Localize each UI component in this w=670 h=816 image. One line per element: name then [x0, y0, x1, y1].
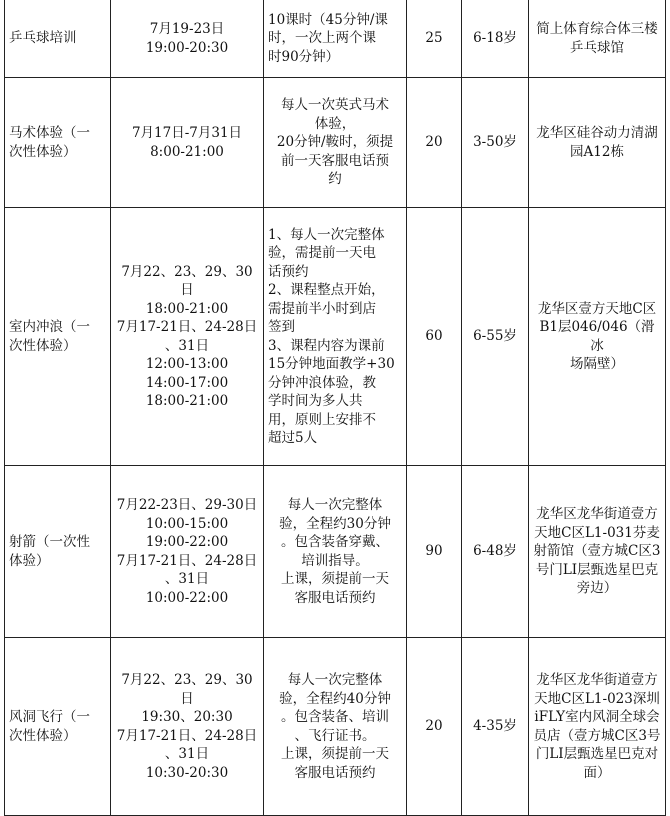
time-line: 、31日 — [164, 746, 210, 762]
time-line: 、31日 — [164, 337, 210, 354]
desc-line: 验，全程约30分钟 — [279, 515, 391, 532]
activity-table — [4, 0, 666, 816]
time-line: 7月22、23、29、30日 — [121, 672, 253, 707]
desc-line: 2、课程整点开始， — [268, 282, 385, 298]
time-line: 7月17日-7月31日 — [131, 125, 243, 141]
time-line: 7月17-21日、24-28日 — [116, 552, 258, 569]
desc-line: 时，一次上两个课 — [268, 30, 376, 47]
desc-line: 、飞行证书。 — [294, 727, 376, 744]
name-line: 射箭（一次性 — [9, 534, 90, 550]
desc-line: 客服电话预约 — [294, 589, 376, 606]
time-line: 7月19-23日 — [149, 21, 225, 37]
desc-line: 。包含装备、培训 — [281, 709, 389, 725]
time-line: 19:30、20:30 — [141, 709, 233, 725]
num-value: 25 — [425, 30, 443, 47]
table-row — [5, 638, 666, 816]
time-line: 8:00-21:00 — [150, 143, 224, 160]
cell-age — [462, 466, 529, 638]
time-line: 7月22-23日、29-30日 — [116, 497, 258, 513]
desc-line: 培训指导。 — [301, 552, 369, 569]
loc-line: iFLY室内风洞全球会 — [534, 709, 660, 725]
cell-loc — [529, 78, 666, 208]
desc-line: 验，需提前一天电 — [268, 245, 376, 261]
desc-line: 1、每人一次完整体 — [268, 226, 385, 243]
age-value: 4-35岁 — [473, 718, 517, 735]
loc-line: 龙华区硅谷动力清湖 — [536, 125, 658, 141]
loc-line: 员店（壹方城C区3号 — [533, 727, 661, 744]
desc-line: 上课，须提前一天 — [281, 571, 389, 587]
loc-line: 龙华区龙华街道壹方 — [536, 506, 658, 523]
name-line: 室内冲浪（一 — [9, 319, 90, 335]
loc-line: B1层046/046（滑冰 — [539, 319, 655, 354]
table-row — [5, 208, 666, 466]
num-value: 20 — [425, 134, 443, 151]
time-line: 10:30-20:30 — [145, 764, 229, 781]
time-line: 12:00-13:00 — [145, 356, 229, 372]
time-line: 19:00-22:00 — [145, 534, 229, 550]
cell-desc — [264, 466, 407, 638]
num-value: 90 — [425, 543, 443, 560]
cell-name — [5, 638, 111, 816]
loc-line: 旁边） — [576, 580, 618, 597]
cell-num — [407, 638, 462, 816]
desc-line: 学时间为多人共 — [268, 393, 363, 409]
desc-line: 超过5人 — [268, 430, 318, 446]
table-body — [5, 0, 666, 816]
name-line: 马术体验（一 — [9, 125, 90, 141]
age-value: 6-55岁 — [473, 328, 517, 345]
desc-line: 上课，须提前一天 — [281, 746, 389, 762]
desc-line: 每人一次完整体 — [287, 497, 383, 513]
cell-name — [5, 208, 111, 466]
loc-line: 射箭馆（壹方城C区3 — [533, 543, 661, 560]
time-line: 7月17-21日、24-28日 — [116, 319, 258, 335]
desc-line: 约 — [328, 171, 342, 188]
time-line: 19:00-20:30 — [145, 39, 229, 56]
cell-num — [407, 466, 462, 638]
loc-line: 园A12栋 — [570, 143, 624, 160]
cell-loc — [529, 208, 666, 466]
time-line: 、31日 — [164, 571, 210, 587]
cell-time — [111, 638, 264, 816]
cell-loc — [529, 466, 666, 638]
time-line: 10:00-22:00 — [145, 589, 229, 606]
time-line: 7月17-21日、24-28日 — [116, 727, 258, 744]
name-line: 体验） — [9, 552, 50, 569]
desc-line: 需提前半小时到店 — [268, 300, 376, 317]
desc-line: 分钟冲浪体验，教 — [268, 374, 376, 391]
cell-age — [462, 0, 529, 78]
cell-age — [462, 208, 529, 466]
time-line: 18:00-21:00 — [145, 300, 229, 317]
loc-line: 门LI层甄选星巴克对 — [535, 746, 659, 762]
desc-line: 话预约 — [268, 263, 309, 280]
cell-name — [5, 466, 111, 638]
name-line: 风洞飞行（一 — [9, 709, 90, 725]
cell-desc — [264, 0, 407, 78]
age-value: 3-50岁 — [473, 134, 517, 151]
cell-desc — [264, 78, 407, 208]
desc-line: 前一天客服电话预 — [281, 152, 389, 169]
loc-line: 乒乓球馆 — [570, 39, 624, 56]
desc-line: 10课时（45分钟/课 — [268, 11, 388, 28]
loc-line: 号门LI层甄选星巴克 — [535, 561, 659, 578]
loc-line: 简上体育综合体三楼 — [536, 21, 658, 37]
desc-line: 时90分钟） — [268, 48, 340, 65]
cell-num — [407, 208, 462, 466]
name-line: 次性体验） — [9, 727, 77, 744]
loc-line: 天地C区L1-023深圳 — [534, 690, 660, 707]
desc-line: 用，原则上安排不 — [268, 411, 376, 428]
cell-time — [111, 466, 264, 638]
loc-line: 龙华区壹方天地C区 — [537, 300, 657, 317]
cell-age — [462, 78, 529, 208]
loc-line: 天地C区L1-031芬麦 — [534, 524, 660, 541]
loc-line: 龙华区龙华街道壹方 — [536, 672, 658, 688]
cell-loc — [529, 638, 666, 816]
cell-time — [111, 0, 264, 78]
cell-name — [5, 0, 111, 78]
desc-line: 20分钟/鞍时，须提 — [276, 134, 394, 151]
cell-time — [111, 208, 264, 466]
num-value: 60 — [425, 328, 443, 345]
time-line: 7月22、23、29、30日 — [121, 263, 253, 298]
cell-desc — [264, 208, 407, 466]
cell-name — [5, 78, 111, 208]
desc-line: 15分钟地面教学+30 — [268, 356, 395, 372]
num-value: 20 — [425, 718, 443, 735]
cell-num — [407, 78, 462, 208]
cell-time — [111, 78, 264, 208]
cell-age — [462, 638, 529, 816]
age-value: 6-48岁 — [473, 543, 517, 560]
desc-line: 签到 — [268, 319, 295, 335]
cell-loc — [529, 0, 666, 78]
time-line: 18:00-21:00 — [145, 393, 229, 409]
age-value: 6-18岁 — [473, 30, 517, 47]
time-line: 10:00-15:00 — [145, 515, 229, 532]
table-row — [5, 78, 666, 208]
desc-line: 客服电话预约 — [294, 764, 376, 781]
table-row — [5, 0, 666, 78]
loc-line: 面） — [583, 764, 611, 781]
desc-line: 3、课程内容为课前 — [268, 337, 385, 354]
name-line: 乒乓球培训 — [9, 30, 77, 47]
loc-line: 场隔壁） — [570, 356, 624, 372]
name-line: 次性体验） — [9, 337, 77, 354]
desc-line: 每人一次英式马术 — [281, 97, 389, 114]
desc-line: 验，全程约40分钟 — [279, 690, 391, 707]
time-line: 14:00-17:00 — [145, 374, 229, 391]
cell-num — [407, 0, 462, 78]
table-row — [5, 466, 666, 638]
desc-line: 体验， — [314, 115, 356, 132]
desc-line: 。包含装备穿戴、 — [281, 534, 389, 550]
desc-line: 每人一次完整体 — [287, 672, 383, 688]
cell-desc — [264, 638, 407, 816]
name-line: 次性体验） — [9, 143, 77, 160]
